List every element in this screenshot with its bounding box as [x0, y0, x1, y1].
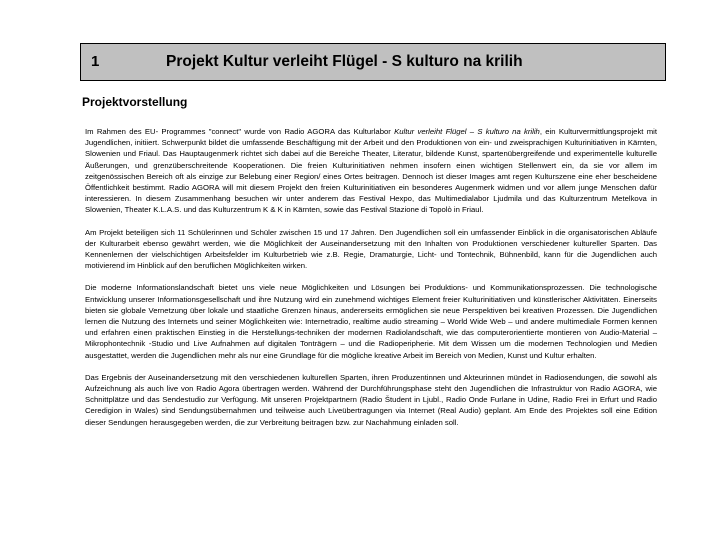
section-heading: Projektvorstellung [82, 95, 188, 109]
paragraph-1-intro: Im Rahmen des EU- Programmes "connect" wurde von Radio AGORA das Kulturlabor [85, 127, 395, 136]
paragraph-4: Das Ergebnis der Auseinandersetzung mit den verschiedenen kulturellen Sparten, ihren Produzentinnen und Akteurinnen mündet in Radiosendungen, die sowohl als Aufzeichnung als auch live von Radio Agora übertragen werden. Während der Durchführungsphase steht den Jugendlichen die Infrastruktur von Radio AGORA, wie Schnittplätze und das Sendestudio zur Verfügung. Mit unseren Projektpartnern (Radio Študent in Ljubl., Radio Onde Furlane in Udine, Radio Frei in Erfurt und Radio Ceredigion in Wales) sind Sendungsübernahmen und teilweise auch Liveübertragungen via Internet (Real Audio) geplant. Am Ende des Projektes soll eine Edition dieser Sendungen herausgegeben werden, die zur Verbreitung beitragen bzw. zur Nachahmung einladen soll. [85, 372, 657, 427]
slide-number: 1 [91, 53, 100, 70]
paragraph-2: Am Projekt beteiligen sich 11 Schülerinnen und Schüler zwischen 15 und 17 Jahren. Den Jugendlichen soll ein umfassender Einblick in die organisatorischen Abläufe der Kulturarbeit ebenso gewährt werden, wie die Möglichkeit der Auseinandersetzung mit den Inhalten von Produktionen verschiedener kultureller Sparten. Das Kennenlernen der vielschichtigen Arbeitsfelder im Kulturbetrieb wie z.B. Regie, Dramaturgie, Licht- und Tontechnik, Bühnenbild, kann für die Jugendlichen auch motivierend im Hinblick auf den beruflichen Möglichkeiten wirken. [85, 227, 657, 271]
paragraph-1 [85, 126, 657, 216]
slide-title: Projekt Kultur verleiht Flügel - S kulturo na krilih [166, 53, 523, 70]
body-text [85, 126, 657, 428]
paragraph-3: Die moderne Informationslandschaft bietet uns viele neue Möglichkeiten und Lösungen bei Produktions- und Kommunikationsprozessen. Die technologische Entwicklung unserer Informationsgesellschaft und ihre Nutzung wird ein zunehmend wichtiges Element freier Kulturinitiativen und künstlerischer Aktivitäten. Einerseits bieten sie globale Vernetzung über lokale und staatliche Grenzen hinaus, andererseits ermöglichen sie neue Perspektiven bei kreativen Prozessen. Die Jugendlichen lernen die Nutzung des Internets und seiner Möglichkeiten wie: Internetradio, realtime audio streaming – World Wide Web – und andere multimediale Formen kennen und erfahren einen praktischen Einstieg in die Herstellungs-techniken der modernen Radiolandschaft, wie das computerorientierte montieren von Audio-Material – Mikrophontechnik -Studio und Live Aufnahmen auf digitalen Tonträgern – und die Radioperipherie. Mit dem Wissen um die modernen Technologien und Medien ausgestattet, werden die Jugendlichen mehr als nur eine Grundlage für die mögliche kreative Arbeit im Bereich von Medien, Kunst und Kultur erhalten. [85, 283, 657, 360]
project-name-italic: Kultur verleiht Flügel – S kulturo na krilih [394, 127, 540, 136]
paragraph-1-rest: , ein Kulturvermittlungsprojekt mit Jugendlichen, initiiert. Schwerpunkt bildet die umfassende Beschäftigung mit der Arbeit und den Produktionen von ein- und zweisprachigen Kulturinitiativen in Kärnten, Slowenien und Friaul. Das Hauptaugenmerk richtet sich dabei auf die Bereiche Theater, Literatur, bildende Kunst, spartenübergreifende und experimentelle kulturelle Äußerungen, und grenzüberschreitende Kooperationen. Die freien Kulturinitiativen nehmen insofern einen wichtigen Stellenwert ein, da sie vor allem im zeitgenössischen Bereich oft als einzige zur Belebung einer Region/ eines Ortes beitragen. Dennoch ist dieser Images amt regen Kulturszene eine eher bescheidene Öffentlichkeit bestimmt. Radio AGORA will mit diesem Projekt den freien Kulturinitiativen ein besonderes Augenmerk widmen und vor allem junge Menschen dafür interessieren. In diesem Zusammenhang besuchen wir unter anderem das Festival Hexpo, das Multimedialabor Ljudmila und das Kulturzentrum Metelkova in Slowenien, Theater K.L.A.S. und das Kulturzentrum K & K in Kärnten, sowie das Festival Stazione di Topolò in Friaul. [85, 127, 657, 215]
slide-title-bar [80, 43, 666, 81]
